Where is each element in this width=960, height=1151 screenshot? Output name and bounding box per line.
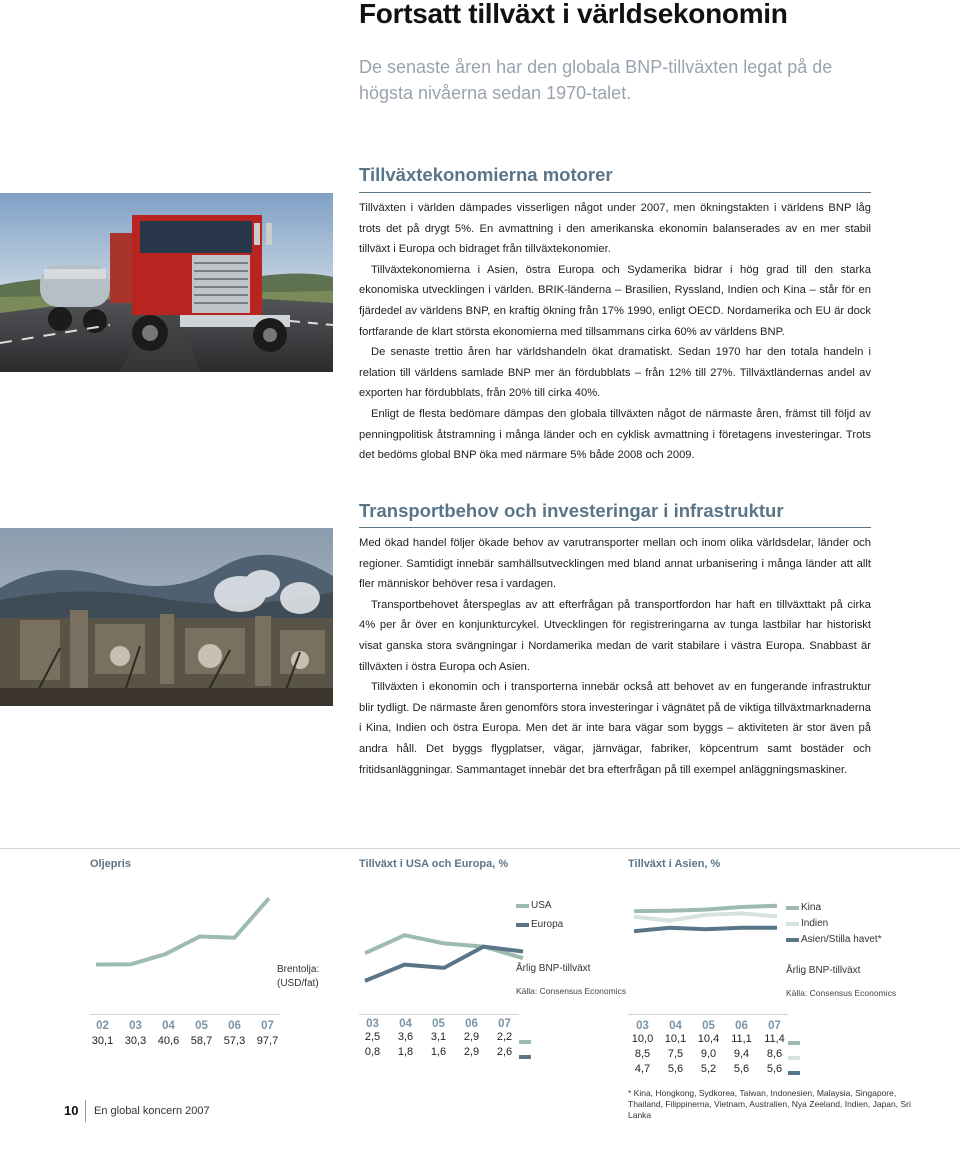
- data-value: 1,6: [430, 1046, 447, 1058]
- data-value: 10,4: [697, 1033, 720, 1045]
- chart-title-oil: Oljepris: [90, 858, 131, 870]
- paragraph: Med ökad handel följer ökade behov av varutransporter mellan och inom olika världsdelar, länder och regioner. Samtidigt innebär samhällsutvecklingen med bland annat urbanisering i många länder att allt fler människor behöver resa i vardagen.: [359, 537, 871, 591]
- data-value: 2,9: [463, 1046, 480, 1058]
- data-value: 5,6: [667, 1063, 684, 1075]
- page-title: Fortsatt tillväxt i världsekonomin: [359, 0, 788, 29]
- year-label: 05: [432, 1018, 445, 1030]
- data-value: 5,6: [733, 1063, 750, 1075]
- data-value: 11,4: [764, 1033, 785, 1045]
- legend-swatch-kina: [786, 906, 799, 910]
- data-value: 2,2: [496, 1031, 513, 1043]
- truck-photo: [0, 193, 333, 372]
- oil-price-chart: [90, 890, 290, 1000]
- year-label: 05: [702, 1020, 715, 1032]
- footer-divider: [85, 1100, 86, 1122]
- data-value: 9,0: [700, 1048, 717, 1060]
- paragraph: Tillväxten i ekonomin och i transporterna innebär också att behovet av en fungerande infrastruktur blir tydligt. De närmaste åren genomförs stora investeringar i vägnätet på de viktiga tillväxtmarknaderna i Kina, Indien och östra Europa. Men det är inte bara vägar som byggs – aktiviteten är stor även på andra håll. Det byggs flygplatser, vägar, järnvägar, fabriker, köpcentrum samt bostäder och fritidsanläggningar. Sammantaget innebär det bra efterfrågan på till exempel anläggningsmaskiner.: [359, 681, 871, 776]
- charts-top-rule: [0, 848, 960, 849]
- data-value: 1,8: [397, 1046, 414, 1058]
- lead-text: De senaste åren har den globala BNP-tillväxten legat på de högsta nivåerna sedan 1970-talet.: [359, 57, 833, 103]
- year-label: 04: [399, 1018, 412, 1030]
- row-swatch-europa: [519, 1055, 531, 1059]
- legend-swatch-usa: [516, 904, 529, 908]
- truck-illustration: [0, 193, 333, 372]
- year-label: 07: [768, 1020, 781, 1032]
- footnote: * Kina, Hongkong, Sydkorea, Taiwan, Indonesien, Malaysia, Singapore, Thailand, Filippinerna, Vietnam, Australien, Nya Zeeland, Indien, Japan, Sri Lanka: [628, 1088, 911, 1120]
- paragraph: De senaste trettio åren har världshandeln ökat dramatiskt. Sedan 1970 har den totala handeln i relation till världens samlade BNP mer än fördubblats – från 12% till 27%. Tillväxtländernas andel av exporten har fördubblats, från 20% till cirka 40%.: [359, 346, 871, 400]
- year-label: 03: [636, 1020, 649, 1032]
- series-line-kina: [634, 906, 777, 911]
- legend-europa: Europa: [531, 919, 564, 930]
- series-line-indien: [634, 913, 777, 920]
- usa-europe-chart: [359, 890, 529, 1000]
- legend-indien: Indien: [801, 918, 829, 929]
- asia-source: Källa: Consensus Economics: [786, 988, 897, 998]
- year-label: 04: [162, 1020, 175, 1032]
- section-heading-growth: Tillväxtekonomierna motorer: [359, 164, 613, 185]
- legend-usa: USA: [531, 900, 552, 911]
- legend-swatch-asia-pacific: [786, 938, 799, 942]
- year-label: 03: [129, 1020, 142, 1032]
- legend-swatch-indien: [786, 922, 799, 926]
- oil-annotation: Brentolja: (USD/fat): [277, 964, 320, 989]
- series-line-asien-stilla-havet-: [634, 928, 777, 931]
- legend-swatch-europa: [516, 923, 529, 927]
- year-label: 06: [228, 1020, 241, 1032]
- data-value: 30,3: [124, 1035, 147, 1047]
- data-value: 0,8: [364, 1046, 381, 1058]
- asia-value-table: [626, 1020, 791, 1077]
- paragraph: Tillväxtekonomierna i Asien, östra Europa och Sydamerika bidrar i hög grad till den starka ekonomiska utvecklingen i världen. BRIK-länderna – Brasilien, Ryssland, Indien och Kina – står för en fjärdedel av världens BNP, en kraftig ökning från 17% 1990, enligt OECD. Nordamerika och EU är dock fortfarande de klart största ekonomierna med tillsammans cirka 60% av världens BNP.: [359, 263, 871, 338]
- data-value: 2,5: [364, 1031, 381, 1043]
- data-value: 9,4: [733, 1048, 750, 1060]
- section-rule: [359, 192, 871, 193]
- row-swatch-indien: [788, 1056, 800, 1060]
- year-label: 06: [465, 1018, 478, 1030]
- data-value: 11,1: [731, 1033, 752, 1045]
- section2-body: [359, 533, 871, 780]
- data-value: 2,6: [496, 1046, 513, 1058]
- paragraph: Enligt de flesta bedömare dämpas den globala tillväxten något de närmaste åren, främst till följd av penningpolitisk åtstramning i många länder och en cyklisk avmattning i företagens investeringar. Trots det bedöms global BNP öka med närmare 5% både 2008 och 2009.: [359, 407, 871, 462]
- row-swatch-asia-pacific: [788, 1071, 800, 1075]
- oil-value-table: [86, 1020, 284, 1049]
- refinery-illustration: [0, 528, 333, 706]
- year-label: 05: [195, 1020, 208, 1032]
- page-number: 10: [64, 1103, 79, 1118]
- data-value: 30,1: [91, 1035, 114, 1047]
- footer-publication: En global koncern 2007: [94, 1105, 210, 1117]
- data-value: 10,0: [631, 1033, 654, 1045]
- data-value: 3,6: [397, 1031, 414, 1043]
- refinery-photo: [0, 528, 333, 706]
- data-value: 58,7: [190, 1035, 213, 1047]
- legend-kina: Kina: [801, 902, 822, 913]
- section-rule: [359, 527, 871, 528]
- data-value: 5,2: [700, 1063, 717, 1075]
- year-label: 06: [735, 1020, 748, 1032]
- asia-chart: [628, 890, 788, 1000]
- year-label: 07: [261, 1020, 274, 1032]
- data-value: 97,7: [256, 1035, 279, 1047]
- data-value: 3,1: [430, 1031, 447, 1043]
- data-value: 8,5: [634, 1048, 651, 1060]
- paragraph: Tillväxten i världen dämpades visserligen något under 2007, men ökningstakten i världens BNP låg trots det på drygt 5%. En avmattning i den amerikanska ekonomin balanserades av en mer stabil tillväxt i Europa och bidraget från tillväxtekonomier.: [359, 202, 871, 256]
- series-line-0: [96, 898, 269, 964]
- legend-asia-pacific: Asien/Stilla havet*: [801, 934, 882, 945]
- section1-body: [359, 198, 871, 466]
- year-label: 03: [366, 1018, 379, 1030]
- data-value: 7,5: [667, 1048, 684, 1060]
- section-heading-transport: Transportbehov och investeringar i infrastruktur: [359, 500, 784, 521]
- row-swatch-usa: [519, 1040, 531, 1044]
- year-label: 04: [669, 1020, 682, 1032]
- year-label: 02: [96, 1020, 109, 1032]
- chart-title-asia: Tillväxt i Asien, %: [628, 858, 721, 870]
- usa-source: Källa: Consensus Economics: [516, 986, 627, 996]
- table-rule: [359, 1014, 519, 1015]
- usa-subtitle: Årlig BNP-tillväxt: [516, 963, 591, 974]
- table-rule: [628, 1014, 788, 1015]
- data-value: 8,6: [766, 1048, 783, 1060]
- paragraph: Transportbehovet återspeglas av att efterfrågan på transportfordon har haft en tillväxttakt på cirka 4% per år över en konjunkturcykel. Utvecklingen för registreringarna av tunga lastbilar har historiskt visat ganska stora svängningar i Nordamerika medan de varit stabilare i västra Europa. Snabbast är tillväxten i östra Europa och Asien.: [359, 598, 871, 673]
- data-value: 10,1: [664, 1033, 687, 1045]
- data-value: 40,6: [157, 1035, 180, 1047]
- data-value: 57,3: [223, 1035, 246, 1047]
- asia-subtitle: Årlig BNP-tillväxt: [786, 965, 861, 976]
- chart-title-usa-europe: Tillväxt i USA och Europa, %: [359, 858, 509, 870]
- table-rule: [90, 1014, 280, 1015]
- data-value: 4,7: [634, 1063, 651, 1075]
- data-value: 2,9: [463, 1031, 480, 1043]
- row-swatch-kina: [788, 1041, 800, 1045]
- data-value: 5,6: [766, 1063, 783, 1075]
- year-label: 07: [498, 1018, 511, 1030]
- usa-europe-value-table: [356, 1018, 521, 1060]
